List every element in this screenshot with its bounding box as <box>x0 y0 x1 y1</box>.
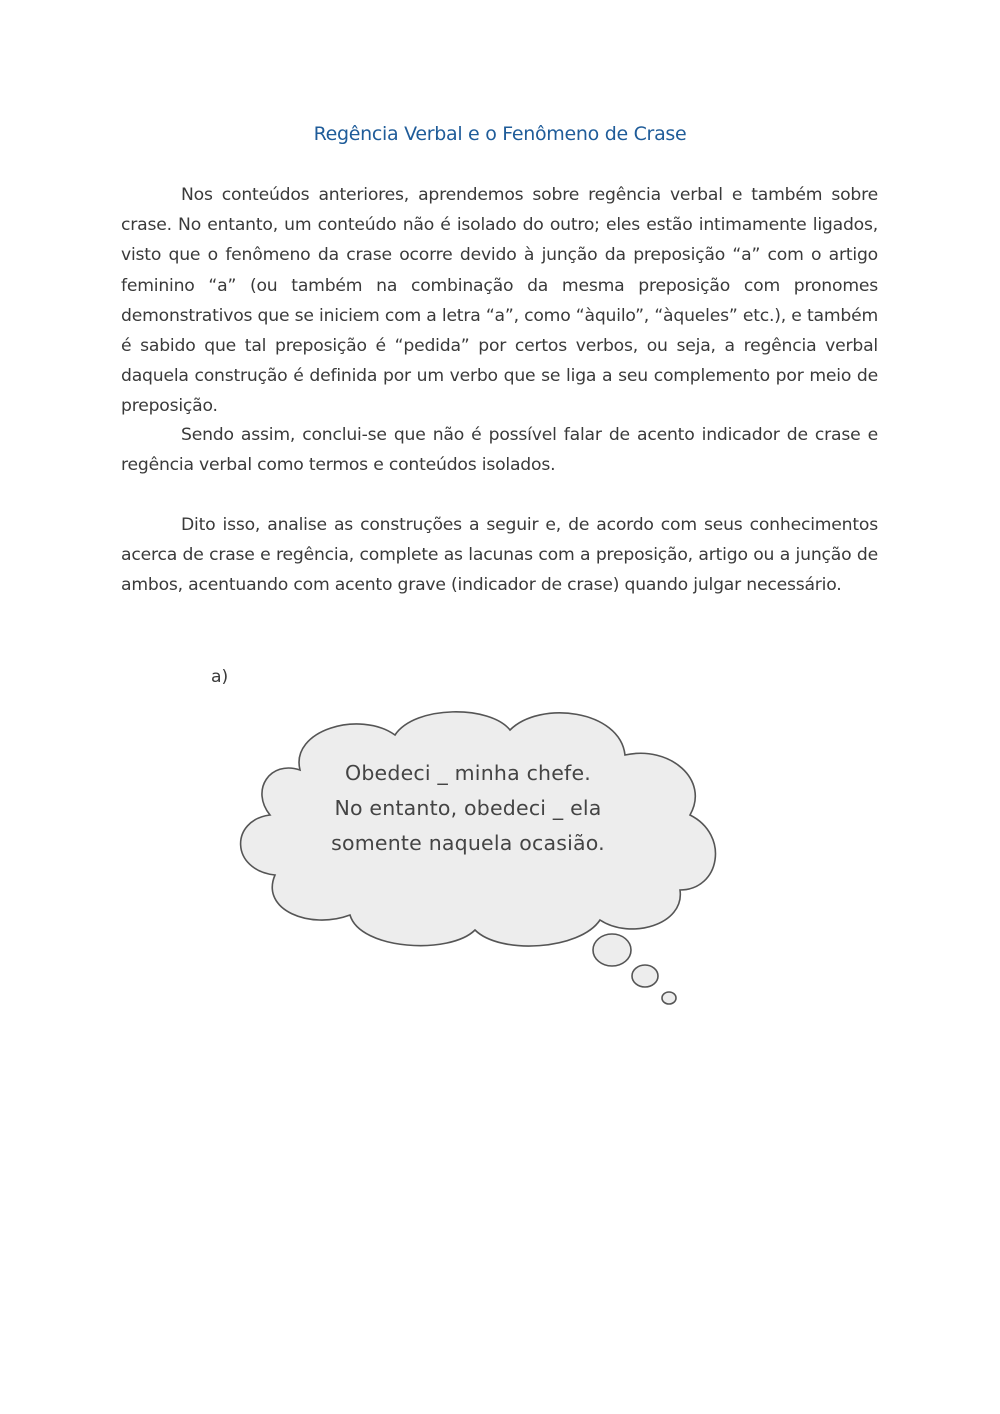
thought-cloud <box>230 700 730 1020</box>
page-title: Regência Verbal e o Fenômeno de Crase <box>313 123 687 145</box>
cloud-line-1: Obedeci _ minha chefe. <box>345 761 591 785</box>
paragraph-3: Dito isso, analise as construções a seguir e, de acordo com seus conhecimentos acerca de crase e regência, complete as lacunas com a preposição, artigo ou a junção de ambos, acentuando com acento grave (indicador de crase) quando julgar necessário. <box>121 515 878 596</box>
paragraph-2: Sendo assim, conclui-se que não é possível falar de acento indicador de crase e regência verbal como termos e conteúdos isolados. <box>121 425 878 476</box>
paragraph-1: Nos conteúdos anteriores, aprendemos sobre regência verbal e também sobre crase. No entanto, um conteúdo não é isolado do outro; eles estão intimamente ligados, visto que o fenômeno da crase ocorre devido à junção da preposição “a” com o artigo feminino “a” (ou também na combinação da mesma preposição com pronomes demonstrativos que se iniciem com a letra “a”, como “àquilo”, “àqueles” etc.), e também é sabido que tal preposição é “pedida” por certos verbos, ou seja, a regência verbal daquela construção é definida por um verbo que se liga a seu complemento por meio de preposição. <box>121 185 878 417</box>
intro-paragraph <box>121 180 878 422</box>
conclusion-paragraph <box>121 420 878 480</box>
cloud-line-2: No entanto, obedeci _ ela <box>334 796 602 820</box>
cloud-line-3: somente naquela ocasião. <box>331 831 605 855</box>
item-label: a) <box>211 667 229 687</box>
cloud-sentences <box>308 756 628 861</box>
instruction-paragraph <box>121 510 878 601</box>
